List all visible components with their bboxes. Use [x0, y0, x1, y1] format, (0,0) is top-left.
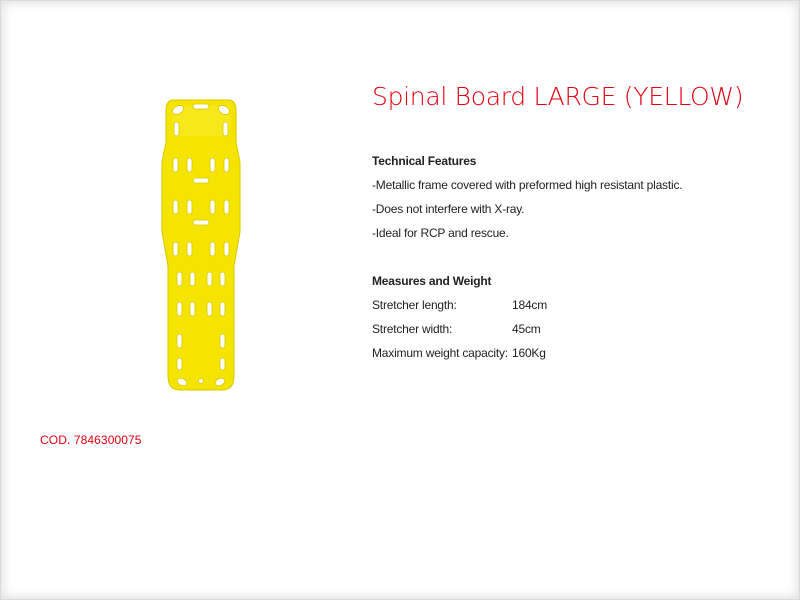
feature-line: -Metallic frame covered with preformed high resistant plastic. — [372, 178, 683, 192]
measure-value: 160Kg — [512, 346, 546, 360]
measure-value: 45cm — [512, 322, 541, 336]
product-code: COD. 7846300075 — [40, 433, 142, 447]
product-specs — [372, 149, 772, 365]
spinal-board-image — [160, 96, 242, 396]
measure-value: 184cm — [512, 298, 548, 312]
measure-row-length — [372, 293, 772, 317]
technical-features-heading: Technical Features — [372, 154, 477, 168]
product-title: Spinal Board LARGE (YELLOW) — [372, 82, 744, 111]
feature-line: -Ideal for RCP and rescue. — [372, 226, 509, 240]
measures-heading: Measures and Weight — [372, 274, 492, 288]
feature-line: -Does not interfere with X-ray. — [372, 202, 525, 216]
measure-label: Stretcher length: — [372, 298, 457, 312]
spinal-board-icon — [160, 96, 242, 396]
measure-label: Maximum weight capacity: — [372, 346, 508, 360]
measure-row-width — [372, 317, 772, 341]
measure-label: Stretcher width: — [372, 322, 453, 336]
section-spacer — [372, 245, 772, 269]
measure-row-weight — [372, 341, 772, 365]
